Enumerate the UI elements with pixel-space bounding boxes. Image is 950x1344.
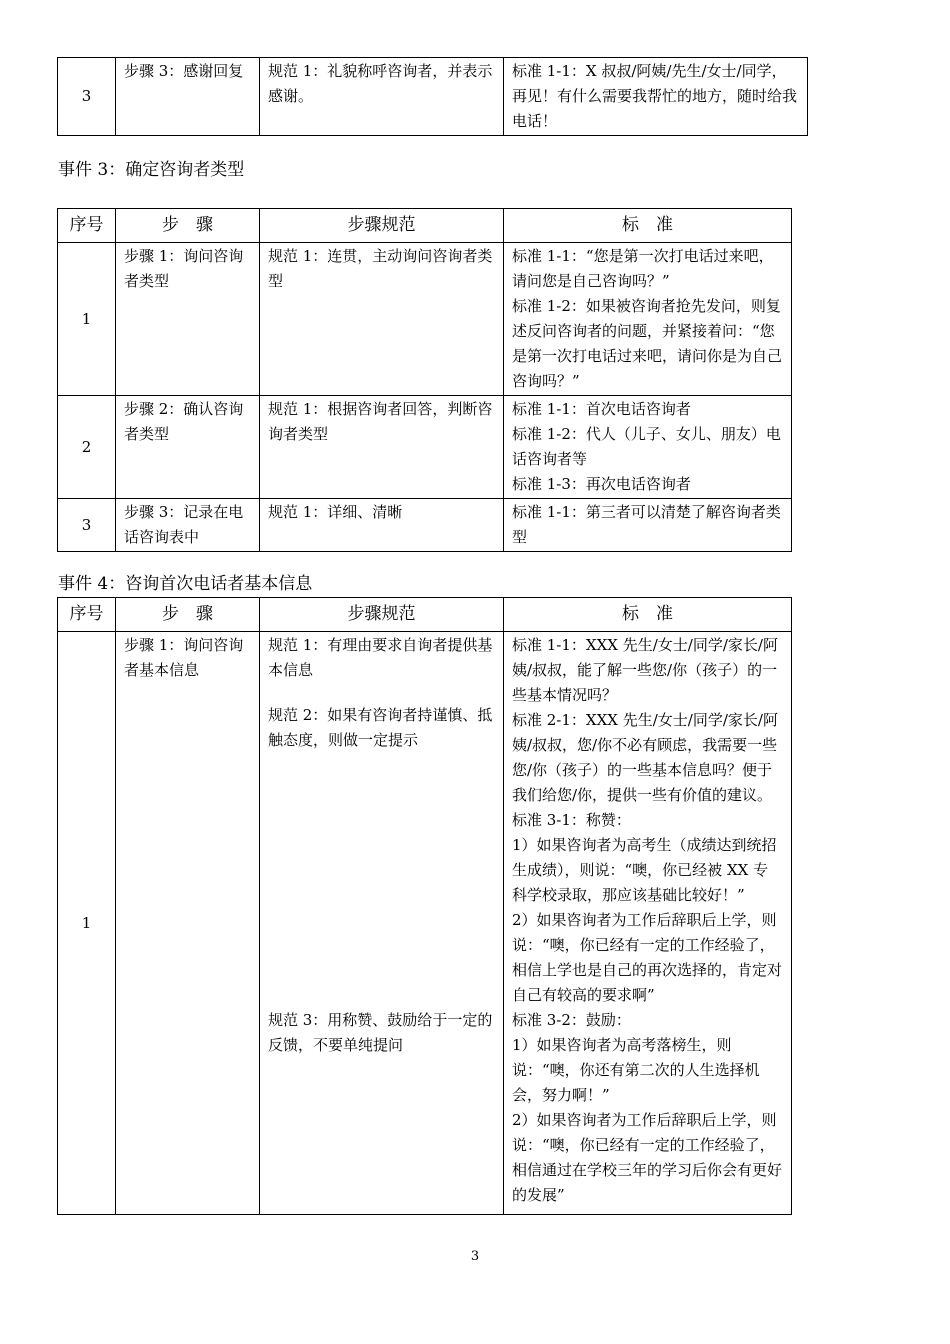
norm-cell: 规范 1：礼貌称呼咨询者，并表示感谢。 bbox=[260, 58, 504, 136]
header-standard: 标 准 bbox=[504, 209, 792, 243]
header-step: 步 骤 bbox=[116, 209, 260, 243]
standard-line: 标准 1-1：“您是第一次打电话过来吧，请问您是自己咨询吗？” bbox=[512, 247, 774, 290]
norm-cell: 规范 1：详细、清晰 bbox=[260, 499, 504, 552]
row-number: 1 bbox=[58, 632, 116, 1215]
step-cell: 步骤 1：询问咨询者基本信息 bbox=[116, 632, 260, 1215]
norm-cell: 规范 1：连贯，主动询问咨询者类型 bbox=[260, 243, 504, 396]
standard-line: 标准 1-1：XXX 先生/女士/同学/家长/阿姨/叔叔，能了解一些您/你（孩子）的一些基本情况吗？ bbox=[512, 636, 778, 704]
step-cell: 步骤 1：询问咨询者类型 bbox=[116, 243, 260, 396]
standard-cell bbox=[504, 396, 792, 499]
standard-line: 标准 3-2：鼓励： bbox=[512, 1011, 631, 1029]
table-row bbox=[58, 632, 792, 1215]
standard-line: 标准 1-3：再次电话咨询者 bbox=[512, 475, 691, 493]
row-number: 3 bbox=[58, 58, 116, 136]
table-event2-continuation bbox=[57, 57, 808, 136]
header-number: 序号 bbox=[58, 598, 116, 632]
table-event3 bbox=[57, 208, 792, 552]
header-norm: 步骤规范 bbox=[260, 598, 504, 632]
standard-line: 标准 1-1：第三者可以清楚了解咨询者类型 bbox=[512, 503, 781, 546]
page-number: 3 bbox=[470, 1249, 480, 1264]
norm-line: 规范 3：用称赞、鼓励给于一定的反馈，不要单纯提问 bbox=[268, 1011, 493, 1054]
standard-line: 标准 3-1：称赞： bbox=[512, 811, 631, 829]
header-standard: 标 准 bbox=[504, 598, 792, 632]
norm-line: 规范 2：如果有咨询者持谨慎、抵触态度，则做一定提示 bbox=[268, 706, 493, 749]
standard-line: 1）如果咨询者为高考生（成绩达到统招生成绩），则说：“噢，你已经被 XX 专科学校录取，那应该基础比较好！” bbox=[512, 836, 777, 904]
standard-cell: 标准 1-1：X 叔叔/阿姨/先生/女士/同学，再见！有什么需要我帮忙的地方，随时给我电话！ bbox=[504, 58, 808, 136]
standard-line: 标准 1-2：如果被咨询者抢先发问，则复述反问咨询者的问题，并紧接着问：“您是第一次打电话过来吧，请问你是为自己咨询吗？” bbox=[512, 297, 783, 390]
row-number: 3 bbox=[58, 499, 116, 552]
standard-line: 标准 2-1：XXX 先生/女士/同学/家长/阿姨/叔叔，您/你不必有顾虑，我需要一些您/你（孩子）的一些基本信息吗？便于我们给您/你，提供一些有价值的建议。 bbox=[512, 711, 778, 804]
norm-cell: 规范 1：根据咨询者回答，判断咨询者类型 bbox=[260, 396, 504, 499]
standard-cell bbox=[504, 632, 792, 1215]
event4-title: 事件 4：咨询首次电话者基本信息 bbox=[58, 574, 313, 594]
header-number: 序号 bbox=[58, 209, 116, 243]
table-row bbox=[58, 499, 792, 552]
header-step: 步 骤 bbox=[116, 598, 260, 632]
table-header-row bbox=[58, 598, 792, 632]
standard-line: 2）如果咨询者为工作后辞职后上学，则说：“噢，你已经有一定的工作经验了，相信通过在学校三年的学习后你会有更好的发展” bbox=[512, 1111, 783, 1204]
standard-line: 标准 1-1：首次电话咨询者 bbox=[512, 400, 691, 418]
table-row bbox=[58, 396, 792, 499]
step-cell: 步骤 3：记录在电话咨询表中 bbox=[116, 499, 260, 552]
step-cell: 步骤 3：感谢回复 bbox=[116, 58, 260, 136]
step-cell: 步骤 2：确认咨询者类型 bbox=[116, 396, 260, 499]
row-number: 1 bbox=[58, 243, 116, 396]
standard-line: 1）如果咨询者为高考落榜生，则说：“噢，你还有第二次的人生选择机会，努力啊！” bbox=[512, 1036, 760, 1104]
event3-title: 事件 3：确定咨询者类型 bbox=[58, 160, 245, 180]
standard-cell bbox=[504, 243, 792, 396]
standard-line: 2）如果咨询者为工作后辞职后上学，则说：“噢，你已经有一定的工作经验了，相信上学也是自己的再次选择的，肯定对自己有较高的要求啊” bbox=[512, 911, 783, 1004]
table-row bbox=[58, 243, 792, 396]
table-event4 bbox=[57, 597, 792, 1215]
standard-line: 标准 1-2：代人（儿子、女儿、朋友）电话咨询者等 bbox=[512, 425, 781, 468]
standard-cell bbox=[504, 499, 792, 552]
table-row bbox=[58, 58, 808, 136]
row-number: 2 bbox=[58, 396, 116, 499]
table-header-row bbox=[58, 209, 792, 243]
norm-cell bbox=[260, 632, 504, 1215]
header-norm: 步骤规范 bbox=[260, 209, 504, 243]
norm-line: 规范 1：有理由要求自询者提供基本信息 bbox=[268, 636, 493, 679]
